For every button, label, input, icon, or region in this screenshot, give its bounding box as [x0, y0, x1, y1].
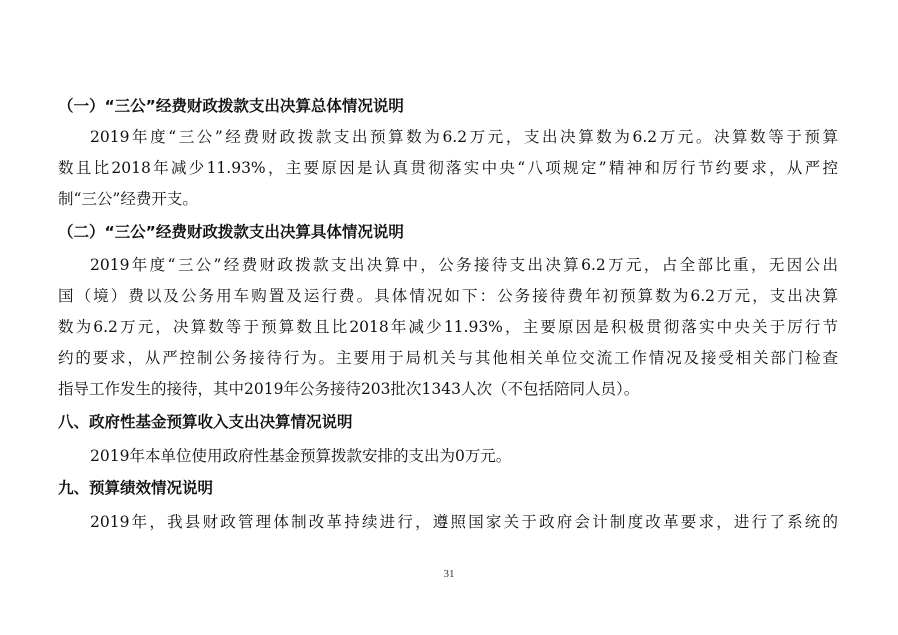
- section-heading-2: （二）“三公”经费财政拨款支出决算具体情况说明: [58, 223, 404, 241]
- paragraph-line: 国（境）费以及公务用车购置及运行费。具体情况如下：公务接待费年初预算数为6.2万元，支出决算: [58, 287, 838, 305]
- paragraph-line: 数且比2018年减少11.93%，主要原因是认真贯彻落实中央“八项规定”精神和厉行节约要求，从严控: [58, 159, 838, 177]
- paragraph-line: 2019年度“三公”经费财政拨款支出预算数为6.2万元，支出决算数为6.2万元。决算数等于预算: [90, 128, 838, 146]
- page-number: 31: [443, 568, 455, 580]
- paragraph-line: 约的要求，从严控制公务接待行为。主要用于局机关与其他相关单位交流工作情况及接受相关部门检查: [58, 349, 838, 367]
- section-heading-9: 九、预算绩效情况说明: [58, 479, 214, 497]
- paragraph-line: 2019年度“三公”经费财政拨款支出决算中，公务接待支出决算6.2万元，占全部比重，无因公出: [90, 256, 838, 274]
- paragraph-line: 指导工作发生的接待，其中2019年公务接待203批次1343人次（不包括陪同人员）。: [58, 380, 640, 398]
- paragraph-line: 2019年本单位使用政府性基金预算拨款安排的支出为0万元。: [90, 447, 512, 465]
- section-heading-8: 八、政府性基金预算收入支出决算情况说明: [58, 413, 353, 431]
- paragraph-line: 制“三公”经费开支。: [58, 190, 198, 208]
- paragraph-line: 2019年，我县财政管理体制改革持续进行，遵照国家关于政府会计制度改革要求，进行了系统的: [90, 513, 838, 531]
- section-heading-1: （一）“三公”经费财政拨款支出决算总体情况说明: [58, 97, 404, 115]
- paragraph-line: 数为6.2万元，决算数等于预算数且比2018年减少11.93%，主要原因是积极贯彻落实中央关于厉行节: [58, 318, 838, 336]
